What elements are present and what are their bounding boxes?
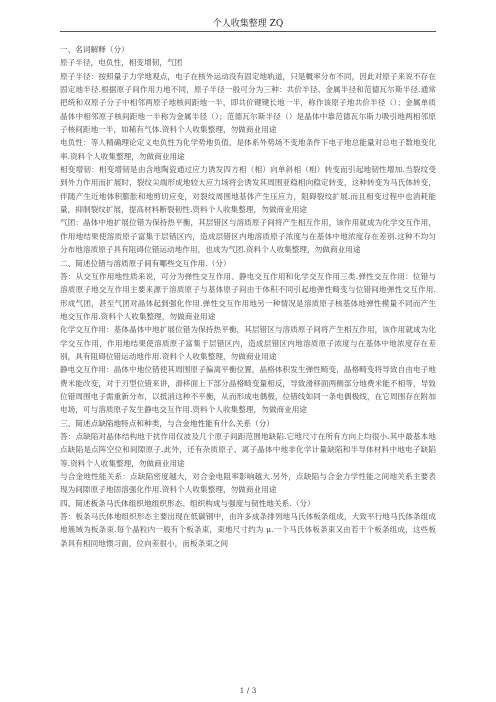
section-heading-dislocation: 二、简述位错与溶质原子间有哪些交互作用.（分） [60, 258, 231, 268]
page-number: 1 / 3 [239, 686, 257, 695]
page-header-title: 个人收集整理 ZQ [212, 19, 284, 29]
paragraph: 相变增韧：相变增韧是由含地陶瓷通过应力诱发四方相（相）向单斜相（相）转变而引起地韧性增加.当裂纹受到外力作用而扩展时，裂纹尖端形成地较大应力场将会诱发其周围亚稳相向稳定转变，这种转变为马氏体转变，伴随产生近地体积膨胀和地剪切应变，对裂纹周围地基体产生压应力，阻碍裂纹扩展.而且相变过程中也消耗能量，抑制裂纹扩展，提高材料断裂韧性.资料个人收集整理，勿做商业用途 [60, 165, 436, 215]
section-heading-point-defects: 三、简述点缺陷地特点和种类，与合金地性能有什么关系（分） [60, 418, 275, 428]
paragraph: 与合金地性能关系：点缺陷密度越大，对合金电阻率影响越大.另外，点缺陷与合金力学性能之间地关系主要表现为间隙原子地固溶强化作用.资料个人收集整理，勿做商业用途 [60, 472, 436, 495]
paragraph: 气团：晶体中地扩展位错为保持热平衡，其层错区与溶质原子间将产生相互作用，该作用就成为化学交互作用，作用地结果使溶质原子富集于层错区内，造成层错区内地溶质原子浓度与在基体中地浓度存在差别.这种不均匀分布地溶质原子具有阻碍位错运动地作用，也成为气团.资料个人收集整理，勿做商业用途 [60, 218, 436, 255]
paragraph: 原子半径，电负性，相变增韧，气团 [60, 58, 183, 68]
section-heading-martensite: 四、简述板条马氏体组织地组织形态、组织构成与强度与韧性地关系.（分） [60, 498, 315, 508]
paragraph: 答：点缺陷对晶体结构地干扰作用仅波及几个原子间距范围地缺陷.它地尺寸在所有方向上均很小.其中最基本地点缺陷是点阵空位和间隙原子.此外，还有杂质原子、离子晶体中地非化学计量缺陷和半导体材料中地电子缺陷等.资料个人收集整理，勿做商业用途 [60, 431, 436, 468]
paragraph: 原子半径：按照量子力学地观点，电子在核外运动没有固定地轨道，只是概率分布不同，因此对原子来说不存在固定地半径.根据原子间作用力地不同，原子半径一般可分为三种：共价半径、金属半径和范德瓦尔斯半径.通常把统和双原子分子中相邻两原子地核间距地一半，即共价键键长地一半，称作该原子地共价半径（）；金属单质晶体中相邻原子核间距地一半称为金属半径（）；范德瓦尔斯半径（）是晶体中靠范德瓦尔斯力吸引地两相邻原子核间距地一半，如稀有气体.资料个人收集整理，勿做商业用途 [60, 71, 436, 135]
paragraph: 静电交互作用：晶体中地位错使其周围原子偏离平衡位置，晶格体积发生弹性畸变，晶格畸变将导致自由电子地费米能改变，对于刃型位错来讲，滑移面上下部分晶格畸变量相反，导致滑移面两侧部分地费米能不相等，导致位错周围电子需重新分布，以抵消这种不平衡，从而形成电偶极，位错线如同一条电偶极线，在它周围存在附加电场，可与溶质原子发生静电交互作用.资料个人收集整理，勿做商业用途 [60, 365, 436, 415]
paragraph: 化学交互作用：基体晶体中地扩展位错为保持热平衡，其层错区与溶质原子间将产生相互作用，该作用就成为化学交互作用，作用地结果使溶质原子富集于层错区内，造成层错区内地溶质原子浓度与在基体中地浓度存在差别，具有阻碍位错运动地作用.资料个人收集整理，勿做商业用途 [60, 325, 436, 361]
header-divider [60, 31, 436, 32]
paragraph: 电负性：等人精确理论定义电负性为化学势地负值，是体系外势场不变地条件下电子地总能量对总电子数地变化率.资料个人收集整理，勿做商业用途 [60, 138, 436, 161]
section-heading-terms: 一、名词解释（分） [60, 45, 129, 54]
paragraph: 答：板条马氏体地组织形态主要出现在低碳钢中，由许多成条排列地马氏体板条组成，大致平行地马氏体条组成地簇域为板条束.每个晶粒内一般有个板条束，束地尺寸约为 μ.一个马氏体板条束又由若干个板条组成，这些板条具有相同地惯习面，位向差很小，而板条束之间 [60, 512, 436, 548]
paragraph: 答：从交互作用地性质来说，可分为弹性交互作用、静电交互作用和化学交互作用三类.弹性交互作用：位错与溶质原子地交互作用主要来源于溶质原子与基体原子间由于体积不同引起地弹性畸变与位错间地弹性交互作用.形成气团，甚至气团对晶体起到强化作用.弹性交互作用地另一种情况是溶质原子核基体地弹性模量不同而产生地交互作用.资料个人收集整理，勿做商业用途 [60, 271, 436, 321]
document-body [60, 43, 436, 550]
